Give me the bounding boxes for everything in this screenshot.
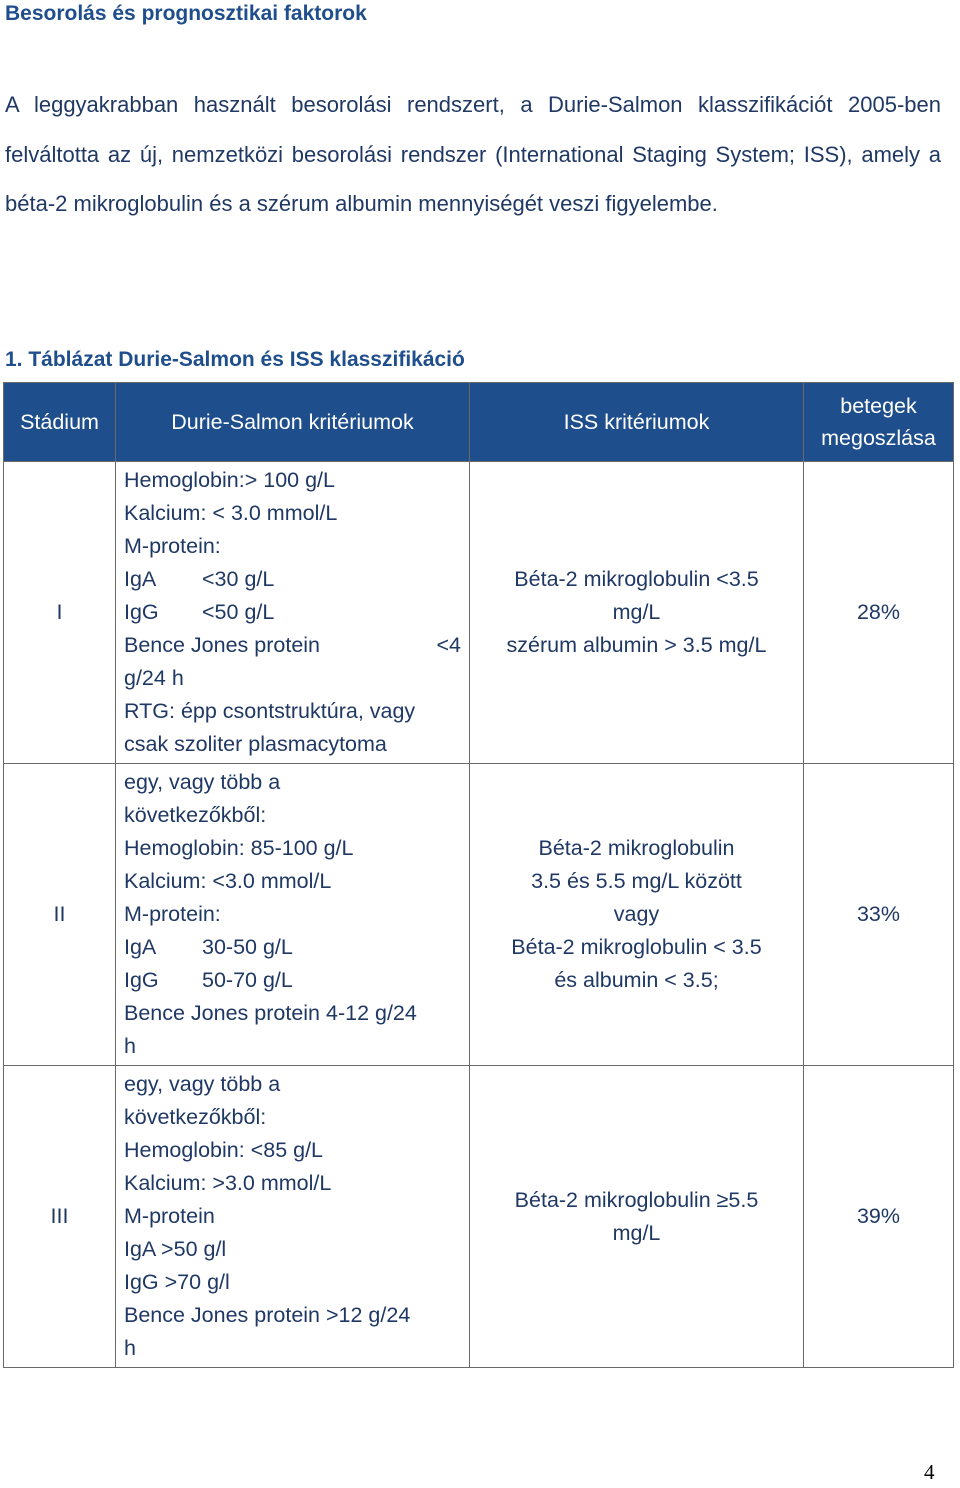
ds-line: M-protein bbox=[124, 1204, 215, 1228]
ds-line: Hemoglobin: 85-100 g/L bbox=[124, 836, 354, 860]
iga-label: IgA bbox=[124, 567, 157, 591]
ds-line: Hemoglobin:> 100 g/L bbox=[124, 468, 335, 492]
header-distribution bbox=[804, 383, 954, 462]
igg-value: 50-70 g/L bbox=[202, 968, 293, 992]
ds-line: M-protein: bbox=[124, 902, 221, 926]
distribution-cell: 28% bbox=[804, 462, 954, 764]
iss-line: mg/L bbox=[612, 1220, 661, 1245]
iss-line: Béta-2 mikroglobulin < 3.5 bbox=[511, 935, 762, 959]
iss-line: és albumin < 3.5; bbox=[554, 968, 719, 992]
stage-cell: III bbox=[4, 1066, 116, 1368]
header-distribution-line2: megoszlása bbox=[821, 426, 936, 450]
table-caption: 1. Táblázat Durie-Salmon és ISS klasszifikáció bbox=[5, 348, 465, 371]
ds-line: RTG: épp csontstruktúra, vagy bbox=[124, 699, 416, 723]
distribution-cell: 39% bbox=[804, 1066, 954, 1368]
iga-value: <30 g/L bbox=[202, 567, 275, 591]
bj-label: Bence Jones protein bbox=[124, 633, 321, 657]
ds-line: Kalcium: <3.0 mmol/L bbox=[124, 869, 332, 893]
ds-bence-jones-line bbox=[124, 629, 461, 662]
iss-line: Béta-2 mikroglobulin bbox=[538, 836, 735, 860]
durie-salmon-cell bbox=[116, 462, 470, 764]
iss-line: vagy bbox=[613, 902, 660, 926]
intro-paragraph: A leggyakrabban használt besorolási rendszert, a Durie-Salmon klasszifikációt 2005-ben felváltotta az új, nemzetközi besorolási rendszer (International Staging System; ISS), amely a béta-2 mikroglobulin és a szérum albumin mennyiségét veszi figyelembe. bbox=[5, 92, 941, 216]
table-header-row bbox=[4, 383, 954, 462]
igg-label: IgG bbox=[124, 600, 159, 624]
iss-line: 3.5 és 5.5 mg/L között bbox=[531, 869, 742, 893]
ds-igg-line bbox=[124, 596, 461, 629]
ds-iga-line bbox=[124, 563, 461, 596]
header-iss: ISS kritériumok bbox=[470, 383, 804, 462]
iga-value: 30-50 g/L bbox=[202, 935, 293, 959]
igg-value: <50 g/L bbox=[202, 600, 275, 624]
ds-line: következőkből: bbox=[124, 1105, 267, 1129]
classification-table bbox=[3, 382, 954, 1368]
ds-iga-line bbox=[124, 931, 461, 964]
durie-salmon-cell bbox=[116, 1066, 470, 1368]
ds-line: Bence Jones protein >12 g/24 bbox=[124, 1303, 411, 1327]
header-stage: Stádium bbox=[4, 383, 116, 462]
durie-salmon-cell bbox=[116, 764, 470, 1066]
ds-line: Kalcium: >3.0 mmol/L bbox=[124, 1171, 332, 1195]
bj-value: <4 bbox=[436, 633, 461, 657]
section-heading: Besorolás és prognosztikai faktorok bbox=[5, 2, 367, 25]
iss-cell bbox=[470, 764, 804, 1066]
ds-line: g/24 h bbox=[124, 666, 184, 690]
ds-line: Hemoglobin: <85 g/L bbox=[124, 1138, 324, 1162]
ds-line: IgA >50 g/l bbox=[124, 1237, 227, 1261]
ds-line: h bbox=[124, 1336, 136, 1360]
table-row bbox=[4, 462, 954, 764]
iga-label: IgA bbox=[124, 935, 157, 959]
ds-line: következőkből: bbox=[124, 803, 267, 827]
ds-line: IgG >70 g/l bbox=[124, 1270, 230, 1294]
ds-line: M-protein: bbox=[124, 534, 221, 558]
iss-cell bbox=[470, 462, 804, 764]
iss-line: Béta-2 mikroglobulin <3.5 bbox=[514, 567, 759, 591]
ds-line: csak szoliter plasmacytoma bbox=[124, 732, 387, 756]
ds-line: Kalcium: < 3.0 mmol/L bbox=[124, 501, 338, 525]
header-distribution-line1: betegek bbox=[840, 394, 917, 418]
iss-line: Béta-2 mikroglobulin ≥5.5 bbox=[514, 1187, 759, 1212]
stage-cell: I bbox=[4, 462, 116, 764]
table-row bbox=[4, 764, 954, 1066]
header-durie-salmon: Durie-Salmon kritériumok bbox=[116, 383, 470, 462]
page-number: 4 bbox=[924, 1460, 935, 1484]
iss-cell bbox=[470, 1066, 804, 1368]
ds-line: egy, vagy több a bbox=[124, 1072, 281, 1096]
distribution-cell: 33% bbox=[804, 764, 954, 1066]
igg-label: IgG bbox=[124, 968, 159, 992]
iss-line: szérum albumin > 3.5 mg/L bbox=[506, 633, 767, 657]
ds-line: egy, vagy több a bbox=[124, 770, 281, 794]
table-row bbox=[4, 1066, 954, 1368]
stage-cell: II bbox=[4, 764, 116, 1066]
ds-igg-line bbox=[124, 964, 461, 997]
ds-line: Bence Jones protein 4-12 g/24 bbox=[124, 1001, 417, 1025]
iss-line: mg/L bbox=[612, 600, 661, 624]
ds-line: h bbox=[124, 1034, 136, 1058]
